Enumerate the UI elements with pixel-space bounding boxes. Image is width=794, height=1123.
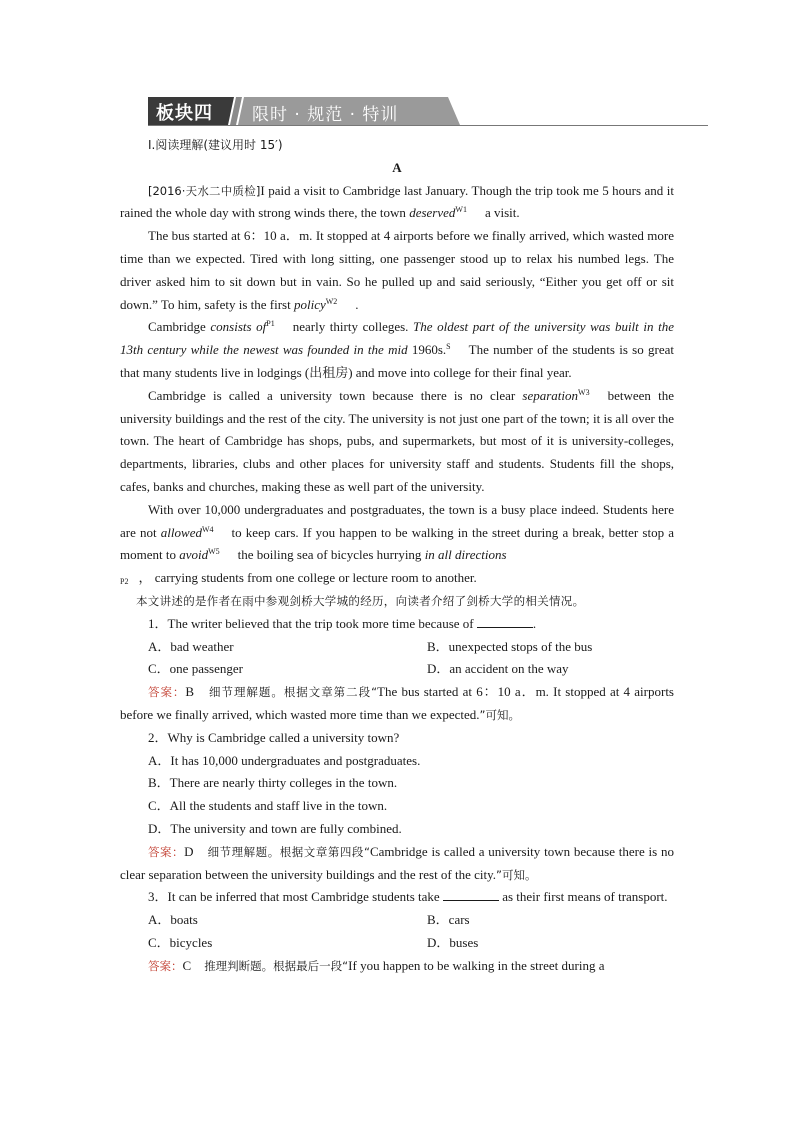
answer-tag: 答案： <box>148 685 186 700</box>
block-title: 限时 · 规范 · 特训 <box>252 105 399 125</box>
answer-letter: C <box>182 957 192 973</box>
question-3-stem: 3．It can be inferred that most Cambridge students take as their first means of transport. <box>148 889 668 905</box>
question-3-options-row-1 <box>120 909 674 932</box>
paragraph-2: The bus started at 6：10 a．m. It stopped at 4 airports before we finally arrived, which wasted more time than we expected. Tired with long sitting, one passenger stood up to relax his numbed legs. The driver asked him to sit down but in vain. So he pulled up and said seriously, “Either you get off or sit down.” To him, safety is the first policy$^{W2}$ . <box>120 228 674 312</box>
option-a: A．It has 10,000 undergraduates and postgraduates. <box>148 752 421 768</box>
option-c: C．All the students and staff live in the town. <box>148 798 388 814</box>
option-b: B．unexpected stops of the bus <box>427 638 593 654</box>
answer-tag: 答案： <box>148 958 183 973</box>
option-d: D．The university and town are fully combined. <box>148 820 402 836</box>
question-2-stem: 2．Why is Cambridge called a university town? <box>148 729 400 745</box>
answer-blank <box>443 888 499 901</box>
question-3-options-row-2 <box>120 932 674 955</box>
answer-tag: 答案： <box>148 844 185 859</box>
answer-blank <box>477 615 533 628</box>
option-a: A．bad weather <box>148 638 234 654</box>
question-1-options-row-1 <box>120 636 674 659</box>
passage-summary: 本文讲述的是作者在雨中参观剑桥大学城的经历，向读者介绍了剑桥大学的相关情况。 <box>136 593 585 608</box>
paragraph-4: Cambridge is called a university town because there is no clear separation$^{W3}$ between the university buildings and the rest of the city. The university is not just one part of the town; it is all over the town. The heart of Cambridge has shops, pubs, and supermarkets, but most of it is university-colleges, departments, libraries, clubs and other places for university staff and students. Students fill the shops, cafes, banks and churches, making these as well part of the university. <box>120 387 674 494</box>
option-b: B．cars <box>427 912 470 928</box>
option-c: C．one passenger <box>148 661 243 677</box>
answer-letter: D <box>184 843 194 859</box>
option-a: A．boats <box>148 912 198 928</box>
question-1-stem: 1．The writer believed that the trip took more time because of . <box>148 615 537 631</box>
section-title: Ⅰ.阅读理解(建议用时 15′) <box>148 138 283 152</box>
option-d: D．an accident on the way <box>427 661 569 677</box>
question-1-options-row-2 <box>120 658 674 681</box>
option-d: D．buses <box>427 934 479 950</box>
source-tag: [2016·天水二中质检] <box>148 183 261 198</box>
section-header-banner <box>148 97 708 127</box>
block-label: 板块四 <box>156 103 213 124</box>
paragraph-3: Cambridge consists $of^{P1}$ nearly thirty colleges. The oldest part of the university was built in the 13th century while the newest was founded in the mid 1960s.$^S$ The number of the students is so great that many students live in lodgings (出租房) and move into college for their final year. <box>120 319 674 380</box>
passage-letter: A <box>392 159 402 175</box>
main-content <box>120 134 674 977</box>
paragraph-5: With over 10,000 undergraduates and postgraduates, the town is a busy place indeed. Students here are not allowed$^{W4}$ to keep cars. If you happen to be walking in the street during a break, better stop a moment to avoid$^{W5}$ the boiling sea of bicycles hurrying in all directions $_{P2}$ ， carrying students from one college or lecture room to another. <box>120 501 674 587</box>
banner-graphic <box>148 97 708 127</box>
question-2-answer: 答案：D 细节理解题。根据文章第四段“Cambridge is called a university town because there is no clear separation between the university buildings and the rest of the city.”可知。 <box>120 843 674 882</box>
header-rule <box>148 125 708 126</box>
question-1-answer: 答案：B 细节理解题。根据文章第二段“The bus started at 6：10 a．m. It stopped at 4 airports before we finally arrived, which wasted more time than we expected.”可知。 <box>120 684 674 722</box>
answer-letter: B <box>185 684 195 700</box>
option-c: C．bicycles <box>148 934 213 950</box>
paragraph-1: [2016·天水二中质检]I paid a visit to Cambridge last January. Though the trip took me 5 hours and it rained the whole day with strong winds there, the town deserved$^{W1}$ a visit. <box>120 182 674 221</box>
question-3-answer: 答案：C 推理判断题。根据最后一段“If you happen to be walking in the street during a <box>148 957 605 973</box>
option-b: B．There are nearly thirty colleges in the town. <box>148 775 398 791</box>
